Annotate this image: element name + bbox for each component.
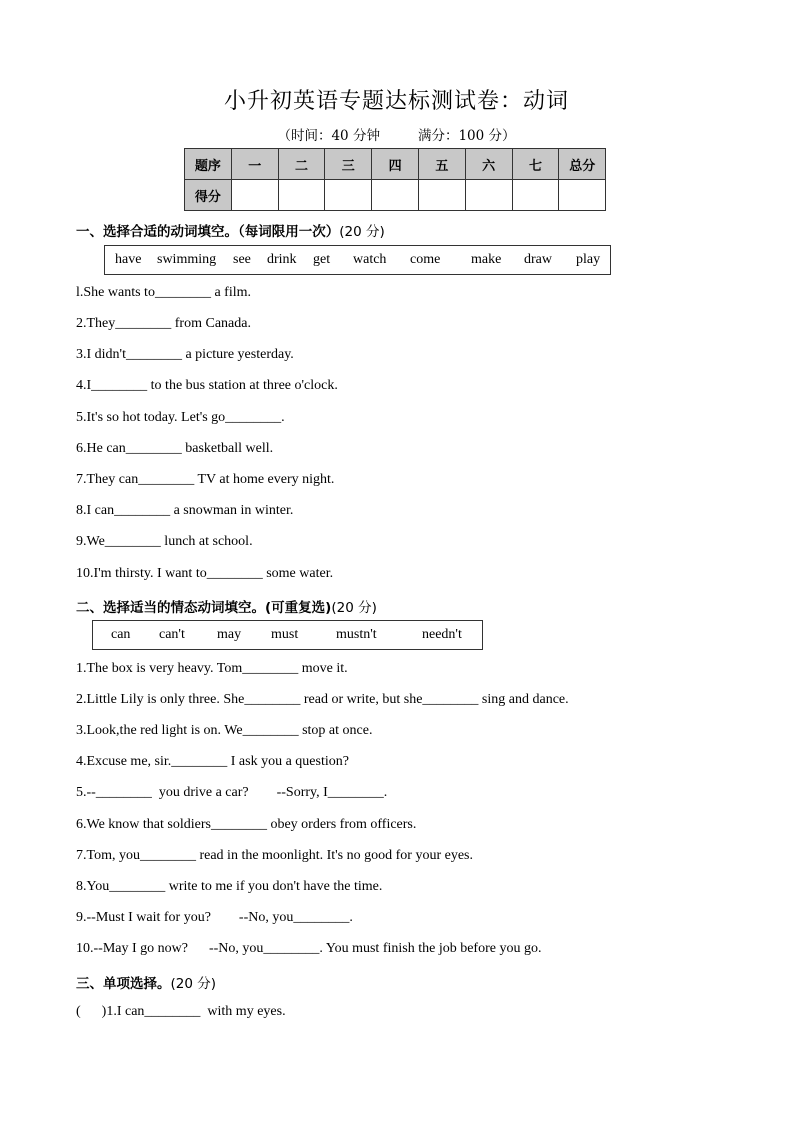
word-option: may	[217, 627, 242, 642]
section2-heading: 二、选择适当的情态动词填空。(可重复选)(20 分)	[76, 600, 377, 616]
score-cell-label: 题序	[185, 149, 232, 180]
word-option: must	[271, 627, 299, 642]
question: 1.The box is very heavy. Tom________ move it.	[76, 661, 348, 676]
section2-word-box	[92, 620, 483, 650]
question: 5.It's so hot today. Let's go________.	[76, 410, 285, 425]
question: 7.Tom, you________ read in the moonlight. It's no good for your eyes.	[76, 848, 473, 863]
question: 10.I'm thirsty. I want to________ some water.	[76, 566, 334, 581]
exam-full-score: 满分：100 分）	[417, 128, 516, 144]
score-cell-1: 一	[231, 149, 278, 180]
question: 10.--May I go now? --No, you________. You must finish the job before you go.	[76, 941, 542, 956]
score-input-7[interactable]	[512, 180, 559, 211]
question: 3.Look,the red light is on. We________ stop at once.	[76, 723, 373, 738]
score-cell-3: 三	[325, 149, 372, 180]
question: 9.We________ lunch at school.	[76, 534, 253, 549]
question: ( )1.I can________ with my eyes.	[76, 1004, 286, 1019]
section1-heading: 一、选择合适的动词填空。（每词限用一次）(20 分)	[76, 224, 385, 240]
score-input-6[interactable]	[465, 180, 512, 211]
question: 6.He can________ basketball well.	[76, 441, 274, 456]
score-cell-5: 五	[418, 149, 465, 180]
score-input-4[interactable]	[372, 180, 419, 211]
question: 8.I can________ a snowman in winter.	[76, 503, 294, 518]
score-table	[184, 148, 606, 211]
score-table-header-row	[185, 149, 606, 180]
question: l.She wants to________ a film.	[76, 285, 251, 300]
word-option: drink	[267, 252, 297, 267]
word-option: come	[410, 252, 441, 267]
word-option: can't	[159, 627, 185, 642]
question: 5.--________ you drive a car? --Sorry, I________.	[76, 785, 388, 800]
page-title: 小升初英语专题达标测试卷：动词	[223, 89, 569, 114]
question: 2.Little Lily is only three. She________ read or write, but she________ sing and dance.	[76, 692, 569, 707]
score-cell-4: 四	[372, 149, 419, 180]
question: 8.You________ write to me if you don't have the time.	[76, 879, 383, 894]
question: 6.We know that soldiers________ obey orders from officers.	[76, 817, 417, 832]
word-option: draw	[524, 252, 552, 267]
score-input-total[interactable]	[559, 180, 606, 211]
question: 7.They can________ TV at home every night.	[76, 472, 335, 487]
score-input-1[interactable]	[231, 180, 278, 211]
word-option: swimming	[157, 252, 217, 267]
section1-word-box	[104, 245, 611, 275]
score-input-3[interactable]	[325, 180, 372, 211]
word-option: needn't	[422, 627, 462, 642]
score-input-5[interactable]	[418, 180, 465, 211]
word-option: get	[313, 252, 331, 267]
question: 9.--Must I wait for you? --No, you________.	[76, 910, 353, 925]
word-option: play	[576, 252, 601, 267]
word-option: watch	[353, 252, 387, 267]
score-cell-total: 总分	[559, 149, 606, 180]
exam-time: （时间：40 分钟	[277, 128, 380, 144]
exam-info	[0, 124, 793, 144]
question: 4.Excuse me, sir.________ I ask you a question?	[76, 754, 349, 769]
score-cell-7: 七	[512, 149, 559, 180]
word-option: make	[471, 252, 502, 267]
word-option: mustn't	[336, 627, 377, 642]
section3-heading: 三、单项选择。(20 分)	[76, 976, 217, 992]
score-cell-2: 二	[278, 149, 325, 180]
word-option: have	[115, 252, 142, 267]
score-table-score-row	[185, 180, 606, 211]
question: 4.I________ to the bus station at three o'clock.	[76, 378, 338, 393]
score-input-2[interactable]	[278, 180, 325, 211]
score-row-label: 得分	[185, 180, 232, 211]
word-option: see	[233, 252, 251, 267]
word-option: can	[111, 627, 131, 642]
score-cell-6: 六	[465, 149, 512, 180]
question: 2.They________ from Canada.	[76, 316, 251, 331]
question: 3.I didn't________ a picture yesterday.	[76, 347, 294, 362]
